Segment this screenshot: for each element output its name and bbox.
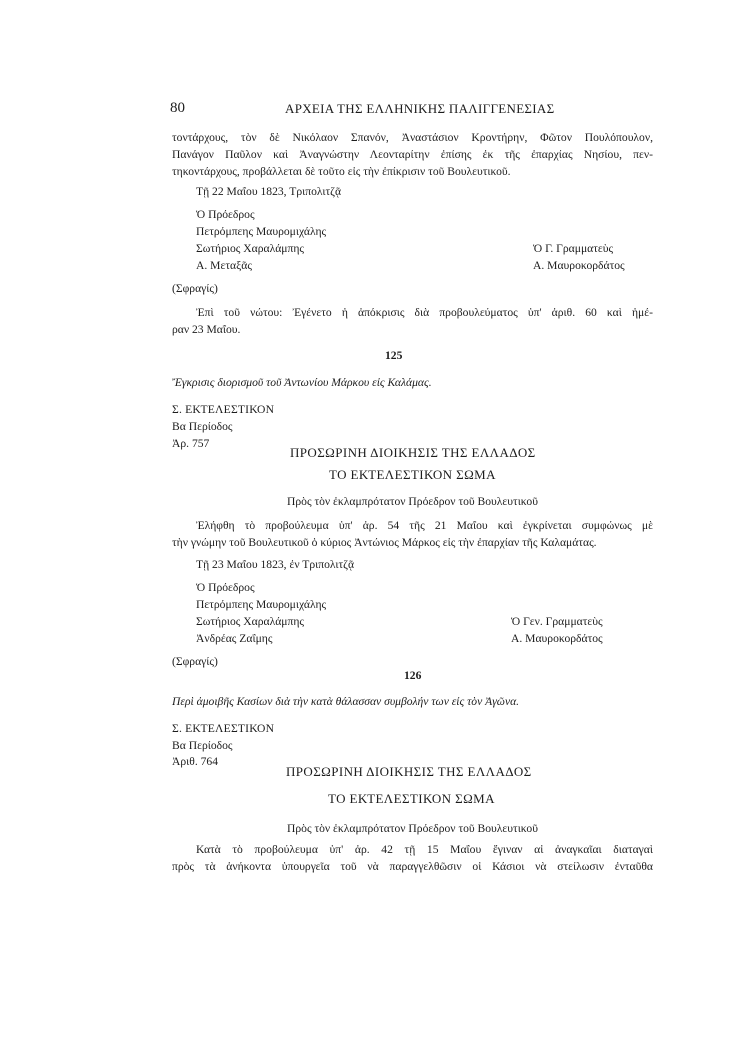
doc125-signature-president-title: Ὁ Πρόεδρος [196, 581, 255, 594]
document-126-title-2: ΤΟ ΕΚΤΕΛΕΣΤΙΚΟΝ ΣΩΜΑ [328, 791, 495, 806]
document-125-seal: (Σφραγίς) [172, 655, 218, 668]
seal-note: (Σφραγίς) [172, 282, 218, 295]
document-126-period: Βα Περίοδος [172, 739, 233, 752]
signature-president-title: Ὁ Πρόεδρος [196, 208, 255, 221]
document-126-address: Πρὸς τὸν ἐκλαμπρότατον Πρόεδρον τοῦ Βουλευτικοῦ [287, 822, 538, 835]
signature-secretary-title: Ὁ Γ. Γραμματεὺς [533, 242, 614, 255]
doc125-signature-secretary-title: Ὁ Γεν. Γραμματεὺς [511, 615, 603, 628]
document-number-126: 126 [404, 669, 422, 682]
document-125-title-1: ΠΡΟΣΩΡΙΝΗ ΔΙΟΙΚΗΣΙΣ ΤΗΣ ΕΛΛΑΔΟΣ [290, 445, 536, 460]
document-126-subject: Περὶ ἀμοιβῆς Κασίων διὰ τὴν κατὰ θάλασσαν συμβολήν των εἰς τὸν Ἀγῶνα. [172, 695, 520, 708]
document-number-125: 125 [385, 349, 403, 362]
page-number: 80 [170, 100, 185, 116]
signature-president-name: Πετρόμπεης Μαυρομιχάλης [196, 225, 327, 238]
document-126-ref: Ἀριθ. 764 [172, 755, 219, 768]
signature-secretary-name: Α. Μαυροκορδάτος [533, 259, 625, 272]
doc125-signature-member-1: Σωτήριος Χαραλάμπης [196, 615, 305, 628]
doc125-signature-president-name: Πετρόμπεης Μαυρομιχάλης [196, 598, 327, 611]
doc125-signature-member-2: Ἀνδρέας Ζαΐμης [196, 632, 273, 645]
document-125-address: Πρὸς τὸν ἐκλαμπρότατον Πρόεδρον τοῦ Βουλευτικοῦ [287, 495, 538, 508]
document-125-date: Τῇ 23 Μαΐου 1823, ἐν Τριπολιτζᾷ [196, 558, 355, 571]
document-126-text-line-2: πρὸς τὰ ἀνήκοντα ὑπουργεῖα τοῦ νὰ παραγγελθῶσιν οἱ Κάσιοι νὰ στείλωσιν ἐνταῦθα [172, 860, 653, 873]
document-126-body-label: Σ. ΕΚΤΕΛΕΣΤΙΚΟΝ [172, 722, 275, 735]
verso-note-line-2: ραν 23 Μαΐου. [172, 323, 241, 336]
document-125-ref: Ἀρ. 757 [172, 437, 210, 450]
document-126-text-line-1: Κατὰ τὸ προβούλευμα ὑπ' ἀρ. 42 τῇ 15 Μαΐου ἔγιναν αἱ ἀναγκαῖαι διαταγαὶ [196, 843, 653, 856]
continuation-line-3: τηκοντάρχους, προβάλλεται δὲ τοῦτο εἰς τὴν ἐπίκρισιν τοῦ Βουλευτικοῦ. [172, 165, 511, 178]
verso-note-line-1: Ἐπὶ τοῦ νώτου: Ἐγένετο ἡ ἀπόκρισις διὰ προβουλεύματος ὑπ' ἀριθ. 60 καὶ ἡμέ- [196, 306, 653, 319]
document-125-body-label: Σ. ΕΚΤΕΛΕΣΤΙΚΟΝ [172, 403, 275, 416]
signature-member-2: Α. Μεταξᾶς [196, 259, 252, 272]
document-125-subject: Ἔγκρισις διορισμοῦ τοῦ Ἀντωνίου Μάρκου εἰς Καλάμας. [172, 376, 432, 389]
document-125-text-line-2: τὴν γνώμην τοῦ Βουλευτικοῦ ὁ κύριος Ἀντώνιος Μάρκος εἰς τὴν ἐπαρχίαν τῆς Καλαμάτας. [172, 536, 597, 549]
continuation-line-2: Πανάγον Παῦλον καὶ Ἀναγνώστην Λεονταρίτην ἐπίσης ἐκ τῆς ἐπαρχίας Νησίου, πεν- [172, 148, 653, 161]
signature-member-1: Σωτήριος Χαραλάμπης [196, 242, 305, 255]
continuation-date: Τῇ 22 Μαΐου 1823, Τριπολιτζᾷ [196, 185, 342, 198]
running-title: ΑΡΧΕΙΑ ΤΗΣ ΕΛΛΗΝΙΚΗΣ ΠΑΛΙΓΓΕΝΕΣΙΑΣ [285, 101, 555, 116]
continuation-line-1: τοντάρχους, τὸν δὲ Νικόλαον Σπανόν, Ἀναστάσιον Κροντήρην, Φῶτον Πουλόπουλον, [172, 131, 653, 144]
doc125-signature-secretary-name: Α. Μαυροκορδάτος [511, 632, 603, 645]
document-125-period: Βα Περίοδος [172, 420, 233, 433]
document-125-text-line-1: Ἐλήφθη τὸ προβούλευμα ὑπ' ἀρ. 54 τῆς 21 Μαΐου καὶ ἐγκρίνεται συμφώνως μὲ [196, 519, 653, 532]
document-126-title-1: ΠΡΟΣΩΡΙΝΗ ΔΙΟΙΚΗΣΙΣ ΤΗΣ ΕΛΛΑΔΟΣ [286, 764, 532, 779]
document-125-title-2: ΤΟ ΕΚΤΕΛΕΣΤΙΚΟΝ ΣΩΜΑ [329, 467, 496, 482]
